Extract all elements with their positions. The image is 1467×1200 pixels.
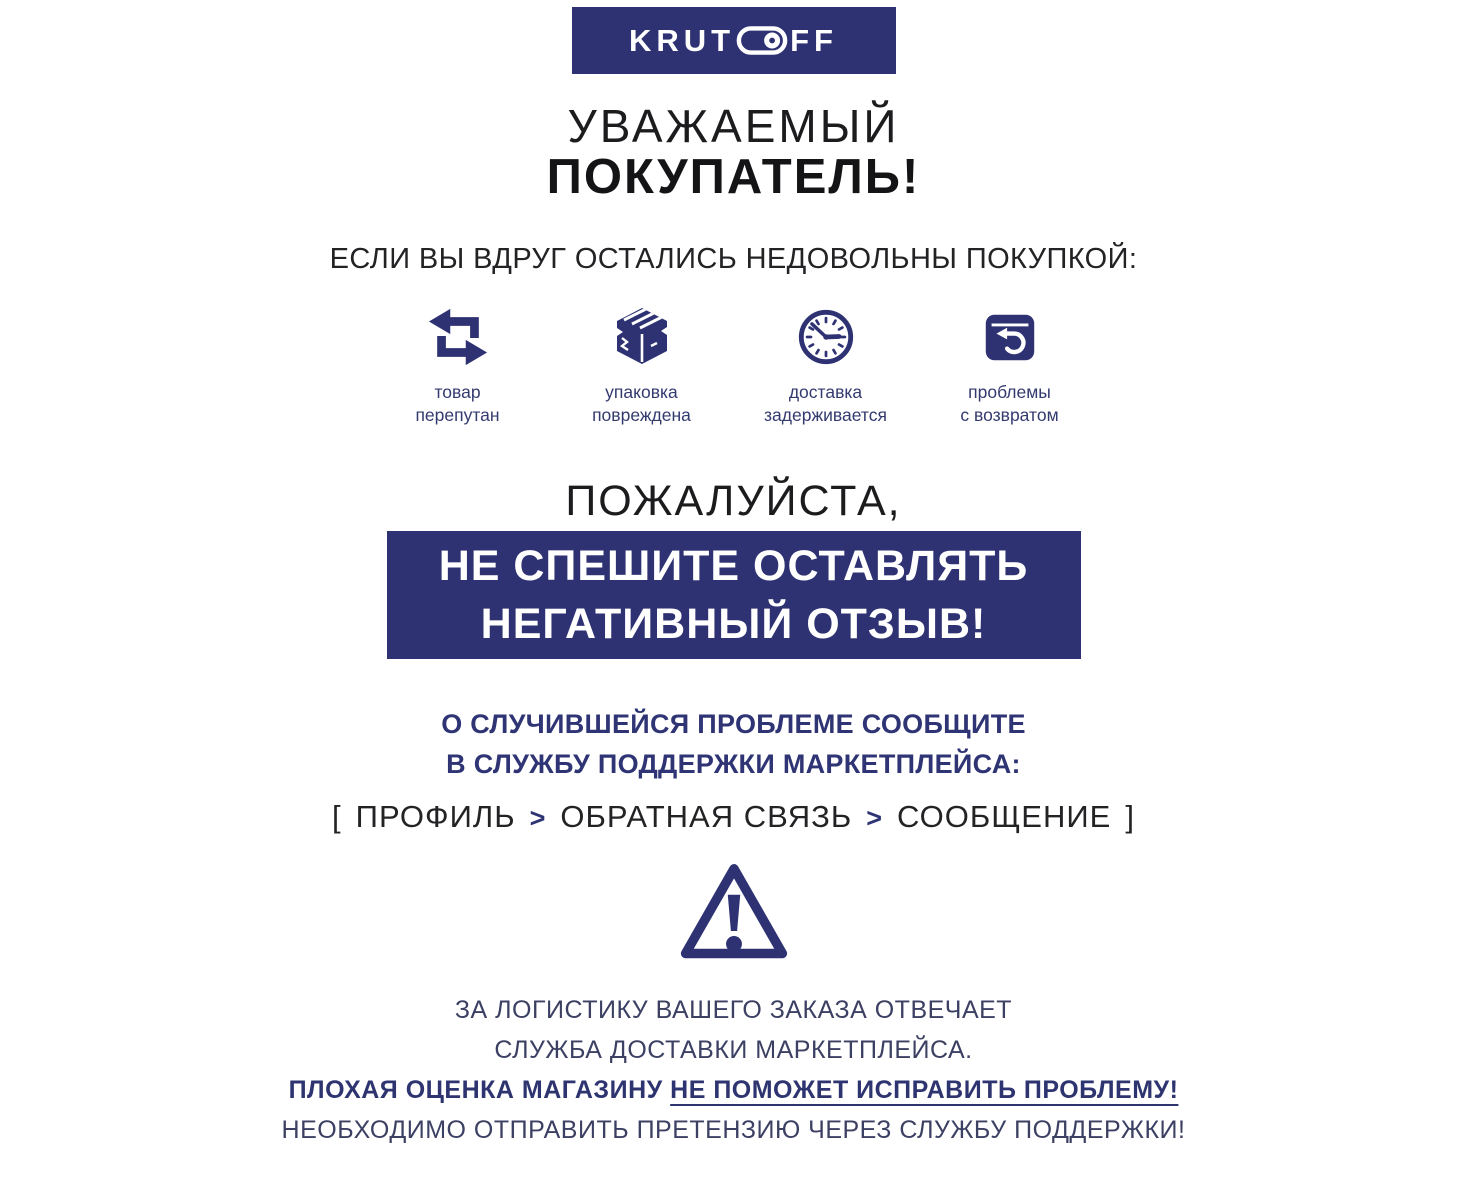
- warning-triangle-icon: [677, 860, 791, 969]
- footer-line-2: СЛУЖБА ДОСТАВКИ МАРКЕТПЛЕЙСА.: [494, 1036, 973, 1064]
- logo-text-left: KRUT: [629, 23, 736, 58]
- intro-text: ЕСЛИ ВЫ ВДРУГ ОСТАЛИСЬ НЕДОВОЛЬНЫ ПОКУПКОЙ:: [329, 243, 1138, 275]
- issue-item-damaged-packaging: [550, 304, 734, 427]
- issue-label-line1: проблемы: [968, 382, 1051, 402]
- bracket-close: ]: [1125, 799, 1135, 834]
- toggle-o-icon: [736, 25, 788, 56]
- footer-line-4: НЕОБХОДИМО ОТПРАВИТЬ ПРЕТЕНЗИЮ ЧЕРЕЗ СЛУЖБУ ПОДДЕРЖКИ!: [281, 1116, 1186, 1144]
- path-step-message: СООБЩЕНИЕ: [896, 799, 1112, 834]
- issue-label-line1: доставка: [788, 382, 863, 402]
- bracket-open: [: [332, 799, 342, 834]
- issue-label: [592, 381, 691, 427]
- return-box-icon: [979, 304, 1041, 370]
- please-text: ПОЖАЛУЙСТА,: [565, 477, 902, 525]
- issue-label-line2: повреждена: [592, 405, 691, 425]
- footer-note: [0, 997, 1467, 1157]
- footer-line-3-prefix: ПЛОХАЯ ОЦЕНКА МАГАЗИНУ: [288, 1076, 663, 1104]
- issue-label-line2: с возвратом: [960, 405, 1059, 425]
- support-note-line1: О СЛУЧИВШЕЙСЯ ПРОБЛЕМЕ СООБЩИТЕ: [441, 709, 1026, 739]
- issue-label: [764, 381, 887, 427]
- no-negative-review-banner: [387, 531, 1081, 659]
- issue-label-line2: перепутан: [415, 405, 500, 425]
- issue-item-delivery-delayed: [734, 304, 918, 427]
- issue-label: [415, 381, 499, 427]
- footer-line-1: ЗА ЛОГИСТИКУ ВАШЕГО ЗАКАЗА ОТВЕЧАЕТ: [454, 996, 1013, 1024]
- issues-row: [366, 304, 1102, 427]
- path-step-profile: ПРОФИЛЬ: [355, 799, 516, 834]
- heading-line-2: ПОКУПАТЕЛЬ!: [546, 150, 921, 204]
- issue-item-wrong-product: [366, 304, 550, 427]
- damaged-box-icon: [610, 304, 674, 370]
- issue-label-line1: товар: [434, 382, 481, 402]
- issue-label: [960, 381, 1058, 427]
- chevron-right-icon: >: [529, 803, 547, 833]
- issue-item-return-problems: [918, 304, 1102, 427]
- support-path-hint: [0, 799, 1467, 835]
- support-note-line2: В СЛУЖБУ ПОДДЕРЖКИ МАРКЕТПЛЕЙСА:: [446, 749, 1021, 779]
- support-note: [0, 704, 1467, 784]
- chevron-right-icon: >: [866, 803, 883, 833]
- heading-line-1: УВАЖАЕМЫЙ: [567, 100, 900, 152]
- brand-logo-inner: [629, 25, 838, 56]
- banner-line-1: НЕ СПЕШИТЕ ОСТАВЛЯТЬ: [438, 542, 1029, 590]
- issue-label-line1: упаковка: [605, 382, 678, 402]
- path-step-feedback: ОБРАТНАЯ СВЯЗЬ: [560, 799, 853, 834]
- logo-text-right: FF: [790, 23, 838, 58]
- banner-line-2: НЕГАТИВНЫЙ ОТЗЫВ!: [480, 600, 987, 648]
- swap-arrows-icon: [427, 304, 489, 370]
- footer-line-3: [0, 1077, 1467, 1103]
- clock-icon: [795, 304, 857, 370]
- issue-label-line2: задерживается: [764, 405, 887, 425]
- brand-logo: [572, 7, 896, 74]
- footer-line-3-underlined: НЕ ПОМОЖЕТ ИСПРАВИТЬ ПРОБЛЕМУ!: [670, 1076, 1179, 1104]
